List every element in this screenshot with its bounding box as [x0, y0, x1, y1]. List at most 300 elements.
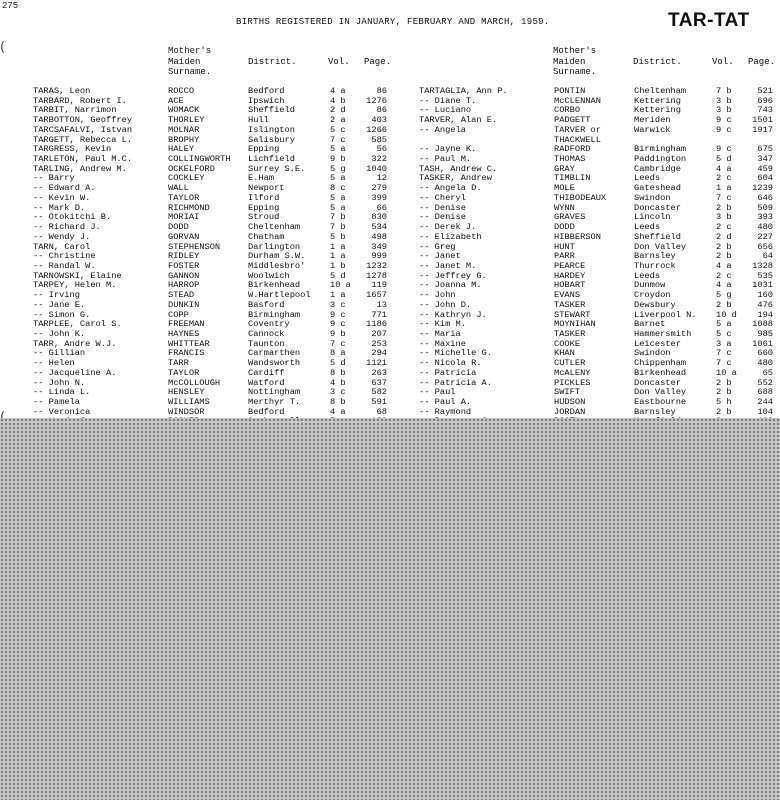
entry-mother: RADFORD [554, 145, 591, 155]
entry-mother: GRAVES [554, 213, 586, 223]
entry-mother: RICHMOND [168, 203, 210, 213]
entry-page: 476 [757, 300, 773, 310]
entry-name: -- Nicola R. [419, 359, 482, 369]
entry-district: Swindon [634, 349, 671, 359]
entry-name: TASH, Andrew C. [419, 164, 498, 174]
entry-district: Cheltenham [634, 87, 687, 96]
entry-vol: 10 a [330, 281, 351, 291]
entry-vol: 10 a [716, 368, 737, 378]
entry-district: Leicester [634, 339, 681, 349]
entry-name: -- Greg [419, 242, 456, 252]
entry-vol: 9 c [716, 125, 732, 135]
entry-name: -- Jeffrey G. [419, 271, 487, 281]
entry-page: 1031 [752, 281, 773, 291]
left-header-vol: Vol. [328, 57, 350, 67]
entry-mother: CUTLER [554, 359, 586, 369]
entry-mother: HAYNES [168, 329, 200, 339]
entry-page: 688 [757, 388, 773, 398]
entry-mother: CORBO [554, 106, 581, 116]
entry-name: TASKER, Andrew [419, 174, 492, 184]
entry-mother: TIMBLIN [554, 174, 591, 184]
entry-name: TARTAGLIA, Ann P. [419, 87, 508, 96]
entry-page: 675 [757, 145, 773, 155]
entry-district: Thurrock [634, 261, 676, 271]
entry-vol: 5 a [716, 320, 732, 330]
entry-district: Salisbury [248, 135, 295, 145]
entry-name: -- Helen [33, 359, 75, 369]
entry-mother: HARROP [168, 281, 200, 291]
right-header-page: Page. [748, 57, 776, 67]
entry-vol: 3 b [716, 96, 732, 106]
entry-mother: HIBBERSON [554, 232, 601, 242]
entry-district: Liverpool N. [634, 310, 697, 320]
entry-name: -- Pamela [33, 398, 80, 407]
entry-vol: 5 d [716, 155, 732, 165]
entry-district: Warwick [634, 125, 671, 135]
entry-district: Bedford [248, 407, 285, 417]
entry-page: 68 [376, 407, 387, 417]
entry-page: 393 [757, 213, 773, 223]
entry-page: 66 [376, 203, 387, 213]
entry-district: Sheffield [634, 232, 681, 242]
entry-page: 64 [762, 252, 773, 262]
entry-mother: ACE [168, 96, 184, 106]
entry-vol: 3 b [716, 106, 732, 116]
entry-name: TARVER, Alan E. [419, 116, 498, 126]
entry-name: -- Angela D. [419, 184, 482, 194]
entry-name: -- Kathryn J. [419, 310, 487, 320]
entry-name: -- Gillian [33, 349, 86, 359]
left-header-district: District. [248, 57, 297, 67]
entry-page: 1657 [366, 291, 387, 301]
entry-mother: OCKELFORD [168, 164, 215, 174]
entry-name: TARAS, Leon [33, 87, 91, 96]
entry-page: 65 [762, 368, 773, 378]
entry-vol: 4 a [330, 87, 346, 96]
entry-vol: 4 a [330, 407, 346, 417]
right-header-district: District. [633, 57, 682, 67]
entry-name: TARNOWSKI, Elaine [33, 271, 122, 281]
entry-name: -- Irving [33, 291, 80, 301]
entry-mother: WYNN [554, 203, 575, 213]
entry-name: -- John [419, 291, 456, 301]
entry-mother: THOMAS [554, 155, 586, 165]
entry-name: -- Janet [419, 252, 461, 262]
entry-name: TARPEY, Helen M. [33, 281, 117, 291]
entry-vol: 5 a [330, 174, 346, 184]
entry-vol: 1 a [330, 252, 346, 262]
entry-mother: WILLIAMS [168, 398, 210, 407]
entry-district: Birkenhead [634, 368, 687, 378]
entry-district: Middlesbro' [248, 261, 306, 271]
entry-vol: 2 d [716, 232, 732, 242]
entry-page: 207 [371, 329, 387, 339]
entry-mother: TARVER or [554, 125, 601, 135]
entry-district: Barnsley [634, 252, 676, 262]
entry-district: Epping [248, 203, 280, 213]
entry-mother: COCKLEY [168, 174, 205, 184]
entry-vol: 4 a [716, 164, 732, 174]
entry-district: Stroud [248, 213, 280, 223]
entry-mother: KHAN [554, 349, 575, 359]
entry-mother: HOBART [554, 281, 586, 291]
entry-page: 56 [376, 145, 387, 155]
entry-name: TARLETON, Paul M.C. [33, 155, 133, 165]
entry-page: 1266 [366, 125, 387, 135]
entry-mother: WHITTEAR [168, 339, 210, 349]
entry-name: -- John K. [33, 329, 86, 339]
entry-district: Taunton [248, 339, 285, 349]
entry-mother: McCLENNAN [554, 96, 601, 106]
entry-page: 743 [757, 106, 773, 116]
entry-district: Carmarthen [248, 349, 301, 359]
entry-name: -- Denise [419, 213, 466, 223]
entry-name: -- Simon G. [33, 310, 91, 320]
entry-district: Doncaster [634, 378, 681, 388]
index-code: TAR-TAT [668, 10, 750, 31]
entry-page: 521 [757, 87, 773, 96]
entry-page: 1917 [752, 125, 773, 135]
entry-name: -- Kevin W. [33, 193, 91, 203]
entry-name: TARCSAFALVI, Istvan [33, 125, 133, 135]
entry-district: Chatham [248, 232, 285, 242]
entry-district: Hull [248, 116, 269, 126]
entry-name: -- Christine [33, 252, 96, 262]
entry-vol: 7 c [716, 359, 732, 369]
entry-name: -- Maria [419, 329, 461, 339]
entry-vol: 7 b [330, 223, 346, 233]
entry-vol: 3 c [330, 300, 346, 310]
entry-page: 403 [371, 116, 387, 126]
entry-mother: FOSTER [168, 261, 200, 271]
entry-mother: THACKWELL [554, 135, 601, 145]
entry-district: Paddington [634, 155, 687, 165]
entry-vol: 2 c [716, 271, 732, 281]
entry-vol: 2 b [716, 388, 732, 398]
entry-page: 660 [757, 349, 773, 359]
entry-page: 160 [757, 291, 773, 301]
entry-district: Don Valley [634, 242, 687, 252]
entry-vol: 7 c [330, 135, 346, 145]
entry-name: -- Jayne K. [419, 145, 477, 155]
entry-mother: STEPHENSON [168, 242, 221, 252]
entry-district: Barnsley [634, 407, 676, 417]
entry-mother: THIBODEAUX [554, 193, 607, 203]
entry-mother: HENSLEY [168, 388, 205, 398]
entry-page: 244 [757, 398, 773, 407]
entry-mother: DODD [554, 223, 575, 233]
entry-name: TARBIT, Narrimon [33, 106, 117, 116]
entry-district: Chippenham [634, 359, 687, 369]
entry-district: Islington [248, 125, 295, 135]
entry-mother: STEWART [554, 310, 591, 320]
entry-name: -- Patricia A. [419, 378, 492, 388]
entry-mother: FREEMAN [168, 320, 205, 330]
entry-mother: GANNON [168, 271, 200, 281]
entry-vol: 2 d [330, 106, 346, 116]
entry-district: Cheltenham [248, 223, 301, 233]
entry-page: 1088 [752, 320, 773, 330]
entry-mother: THORLEY [168, 116, 205, 126]
entry-vol: 2 b [716, 203, 732, 213]
entry-district: Kettering [634, 96, 681, 106]
entry-page: 279 [371, 184, 387, 194]
entry-vol: 9 c [716, 145, 732, 155]
entry-district: Meriden [634, 116, 671, 126]
entry-vol: 8 c [330, 184, 346, 194]
entry-district: Doncaster [634, 203, 681, 213]
entry-vol: 5 a [330, 145, 346, 155]
right-header-vol: Vol. [712, 57, 734, 67]
entry-page: 294 [371, 349, 387, 359]
entry-name: TARGRESS, Kevin [33, 145, 112, 155]
entry-mother: COLLINGWORTH [168, 155, 231, 165]
entry-district: Wandsworth [248, 359, 301, 369]
entry-name: -- Denise [419, 203, 466, 213]
entry-page: 194 [757, 310, 773, 320]
entry-district: Leeds [634, 174, 661, 184]
entry-district: Lincoln [634, 213, 671, 223]
entry-mother: TAYLOR [168, 368, 200, 378]
entry-vol: 3 b [716, 213, 732, 223]
entry-district: Eastbourne [634, 398, 687, 407]
entry-page: 1501 [752, 116, 773, 126]
entry-vol: 10 d [716, 310, 737, 320]
scan-halftone-area [0, 418, 780, 800]
entry-mother: HUDSON [554, 398, 586, 407]
entry-vol: 7 c [330, 339, 346, 349]
entry-name: -- Diane T. [419, 96, 477, 106]
entry-mother: RIDLEY [168, 252, 200, 262]
entry-vol: 2 c [716, 223, 732, 233]
entry-page: 227 [757, 232, 773, 242]
entry-district: Surrey S.E. [248, 164, 306, 174]
binding-mark: ( [0, 40, 6, 55]
entry-name: -- Raymond [419, 407, 472, 417]
entry-vol: 4 b [330, 96, 346, 106]
entry-name: -- Kim M. [419, 320, 466, 330]
entry-page: 585 [371, 135, 387, 145]
entry-district: Bedford [248, 87, 285, 96]
entry-mother: McCOLLOUGH [168, 378, 221, 388]
entry-vol: 1 a [716, 184, 732, 194]
entry-mother: MOLE [554, 184, 575, 194]
entry-page: 1278 [366, 271, 387, 281]
entry-page: 535 [757, 271, 773, 281]
entry-name: TARBOTTON, Geoffrey [33, 116, 133, 126]
entry-page: 86 [376, 87, 387, 96]
entry-name: -- Paul [419, 388, 456, 398]
entry-page: 1121 [366, 359, 387, 369]
entry-name: -- John N. [33, 378, 86, 388]
entry-name: -- John D. [419, 300, 472, 310]
entry-district: Basford [248, 300, 285, 310]
entry-mother: COOKE [554, 339, 581, 349]
entry-district: Lichfield [248, 155, 295, 165]
entry-mother: TASKER [554, 329, 586, 339]
entry-vol: 2 b [716, 407, 732, 417]
entry-name: -- Mark D. [33, 203, 86, 213]
entry-district: Ilford [248, 193, 280, 203]
entry-mother: WINDSOR [168, 407, 205, 417]
entry-page: 830 [371, 213, 387, 223]
entry-district: Nottingham [248, 388, 301, 398]
entry-district: Hammersmith [634, 329, 692, 339]
entry-district: Barnet [634, 320, 666, 330]
entry-page: 646 [757, 193, 773, 203]
entry-page: 1186 [366, 320, 387, 330]
left-header-page: Page. [364, 57, 392, 67]
entry-mother: FRANCIS [168, 349, 205, 359]
entry-mother: DODD [168, 223, 189, 233]
entry-vol: 4 a [716, 261, 732, 271]
entry-name: -- Veronica [33, 407, 91, 417]
entry-page: 534 [371, 223, 387, 233]
entry-district: Coventry [248, 320, 290, 330]
entry-mother: TARR [168, 359, 189, 369]
entry-vol: 5 b [330, 232, 346, 242]
entry-district: Ipswich [248, 96, 285, 106]
entry-mother: HARDEY [554, 271, 586, 281]
entry-name: -- Edward A. [33, 184, 96, 194]
entry-district: Merthyr T. [248, 398, 301, 407]
entry-vol: 8 b [330, 398, 346, 407]
entry-vol: 8 a [330, 349, 346, 359]
entry-mother: PEARCE [554, 261, 586, 271]
entry-district: Cardiff [248, 368, 285, 378]
entry-mother: ROCCO [168, 87, 195, 96]
entry-name: -- Janet M. [419, 261, 477, 271]
page-title: BIRTHS REGISTERED IN JANUARY, FEBRUARY AND MARCH, 1959. [236, 17, 550, 27]
entry-page: 582 [371, 388, 387, 398]
entry-district: Leeds [634, 271, 661, 281]
entry-mother: PADGETT [554, 116, 591, 126]
entry-name: -- Barry [33, 174, 75, 184]
right-header-mother: Mother's Maiden Surname. [553, 46, 597, 77]
entry-name: -- Richard J. [33, 223, 101, 233]
entry-vol: 3 a [716, 339, 732, 349]
entry-page: 498 [371, 232, 387, 242]
entry-district: Swindon [634, 193, 671, 203]
entry-name: -- Otokitchi B. [33, 213, 112, 223]
entry-vol: 2 a [330, 116, 346, 126]
entry-page: 399 [371, 193, 387, 203]
entry-mother: PARR [554, 252, 575, 262]
entry-page: 604 [757, 174, 773, 184]
entry-page: 999 [371, 252, 387, 262]
entry-name: -- Maxine [419, 339, 466, 349]
entry-vol: 1 b [330, 261, 346, 271]
entry-district: Epping [248, 145, 280, 155]
entry-page: 985 [757, 329, 773, 339]
entry-district: Kettering [634, 106, 681, 116]
entry-vol: 2 b [716, 252, 732, 262]
left-header-mother: Mother's Maiden Surname. [168, 46, 212, 77]
entry-page: 696 [757, 96, 773, 106]
entry-mother: McALENY [554, 368, 591, 378]
entry-vol: 4 b [330, 378, 346, 388]
entry-mother: BROPHY [168, 135, 200, 145]
entry-vol: 3 c [330, 388, 346, 398]
entry-mother: MOYNIHAN [554, 320, 596, 330]
entry-vol: 2 b [716, 242, 732, 252]
entry-vol: 2 b [716, 378, 732, 388]
entry-district: Don Valley [634, 388, 687, 398]
entry-name: -- Derek J. [419, 223, 477, 233]
entry-page: 349 [371, 242, 387, 252]
entry-name: TARLING, Andrew M. [33, 164, 127, 174]
entry-page: 1328 [752, 261, 773, 271]
entry-mother: JORDAN [554, 407, 586, 417]
entry-mother: DUNKIN [168, 300, 200, 310]
entry-page: 771 [371, 310, 387, 320]
entry-name: -- Wendy J. [33, 232, 91, 242]
entry-page: 591 [371, 398, 387, 407]
entry-page: 253 [371, 339, 387, 349]
entry-vol: 5 a [330, 193, 346, 203]
entry-district: Croydon [634, 291, 671, 301]
entry-page: 1239 [752, 184, 773, 194]
entry-district: Woolwich [248, 271, 290, 281]
entry-vol: 9 c [716, 116, 732, 126]
entry-name: -- Jacqueline A. [33, 368, 117, 378]
entry-vol: 1 a [330, 242, 346, 252]
entry-mother: GORVAN [168, 232, 200, 242]
entry-name: -- Paul A. [419, 398, 472, 407]
entry-district: Sheffield [248, 106, 295, 116]
entry-name: TARGETT, Rebecca L. [33, 135, 133, 145]
entry-vol: 5 d [330, 271, 346, 281]
entry-mother: HALEY [168, 145, 195, 155]
entry-district: Cambridge [634, 164, 681, 174]
entry-district: Watford [248, 378, 285, 388]
entry-district: Dunmow [634, 281, 666, 291]
entry-name: -- Angela [419, 125, 466, 135]
entry-mother: HUNT [554, 242, 575, 252]
entry-district: Newport [248, 184, 285, 194]
entry-district: W.Hartlepool [248, 291, 311, 301]
entry-mother: PICKLES [554, 378, 591, 388]
entry-district: Birmingham [248, 310, 301, 320]
entry-page: 1232 [366, 261, 387, 271]
entry-page: 656 [757, 242, 773, 252]
entry-vol: 5 g [716, 291, 732, 301]
entry-district: Birkenhead [248, 281, 301, 291]
entry-page: 347 [757, 155, 773, 165]
entry-name: TARN, Carol [33, 242, 91, 252]
entry-mother: EVANS [554, 291, 581, 301]
entry-page: 480 [757, 223, 773, 233]
entry-name: -- Cheryl [419, 193, 466, 203]
entry-vol: 5 d [330, 359, 346, 369]
entry-vol: 9 b [330, 329, 346, 339]
entry-mother: WOMACK [168, 106, 200, 116]
entry-district: Cannock [248, 329, 285, 339]
entry-vol: 4 a [716, 281, 732, 291]
entry-name: TARBARD, Robert I. [33, 96, 127, 106]
entry-page: 552 [757, 378, 773, 388]
entry-mother: MOLNAR [168, 125, 200, 135]
entry-vol: 1 a [330, 291, 346, 301]
entry-vol: 5 g [330, 164, 346, 174]
entry-name: TARR, Andre W.J. [33, 339, 117, 349]
entry-vol: 7 b [330, 213, 346, 223]
entry-mother: TASKER [554, 300, 586, 310]
entry-vol: 9 c [330, 310, 346, 320]
entry-name: -- Luciano [419, 106, 472, 116]
entry-page: 86 [376, 106, 387, 116]
entry-page: 263 [371, 368, 387, 378]
